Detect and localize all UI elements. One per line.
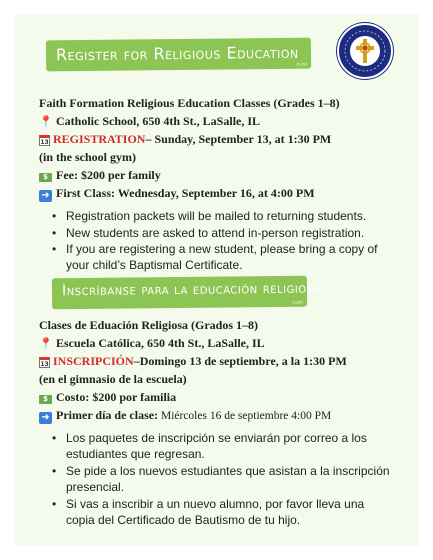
info-bullets — [50, 208, 378, 258]
money-icon: $ — [39, 173, 52, 182]
register-banner-text: Register for Religious Education — [55, 42, 299, 65]
bullet-continuation: copia del Certificado de Bautismo de tu hijo. — [66, 512, 301, 527]
banner-tag: OLPH — [292, 299, 304, 305]
primer-dia-line — [39, 408, 331, 424]
info-bullets-es-2 — [50, 463, 390, 480]
registration-place: (in the school gym) — [39, 150, 136, 164]
list-item: • Los paquetes de inscripción se enviarán por correo a los — [50, 430, 367, 447]
first-class-text: First Class: Wednesday, September 16, at 4:00 PM — [56, 186, 315, 200]
ubicacion-line — [39, 336, 265, 351]
first-class-line — [39, 186, 315, 202]
inscripcion-label: INSCRIPCIÓN — [53, 354, 134, 368]
registration-line — [39, 132, 331, 147]
clases-heading: Clases de Eduación Religiosa (Grados 1–8) — [39, 318, 259, 332]
bullet-continuation: your child’s Baptismal Certificate. — [66, 258, 243, 272]
location-text: Catholic School, 650 4th St., LaSalle, IL — [56, 114, 261, 128]
list-item: • Si vas a inscribir a un nuevo alumno, por favor lleva una — [50, 496, 364, 513]
info-bullets-es — [50, 430, 367, 447]
classes-heading: Faith Formation Religious Education Classes (Grades 1–8) — [39, 96, 340, 110]
pin-icon: 📍 — [39, 115, 53, 128]
calendar-icon: 13 — [39, 135, 50, 146]
inscripcion-place: (en el gimnasio de la escuela) — [39, 372, 187, 386]
ubicacion-text: Escuela Católica, 650 4th St., LaSalle, IL — [56, 336, 265, 350]
inscribanse-banner-text: Inscríbanse para la educación religiosa — [61, 280, 322, 300]
list-item: • Se pide a los nuevos estudiantes que asistan a la inscripción — [50, 463, 390, 480]
location-line — [39, 114, 260, 129]
list-item: • If you are registering a new student, please bring a copy of — [50, 241, 378, 258]
primer-dia-value: Miércoles 16 de septiembre 4:00 PM — [158, 410, 332, 422]
bullet-continuation: estudiantes que regresan. — [66, 446, 205, 461]
fee-text: Fee: $200 per family — [56, 168, 161, 182]
inscripcion-text: –Domingo 13 de septiembre, a la 1:30 PM — [133, 354, 347, 368]
bullet-continuation: presencial. — [66, 479, 125, 494]
seal-graphic — [339, 25, 391, 77]
academy-seal-logo — [337, 23, 393, 79]
costo-line — [39, 390, 176, 405]
arrow-right-icon: ➜ — [39, 412, 52, 424]
costo-text: Costo: $200 por familia — [56, 390, 177, 404]
calendar-icon: 13 — [39, 357, 50, 368]
pin-icon: 📍 — [39, 337, 53, 350]
arrow-right-icon: ➜ — [39, 190, 52, 202]
inscripcion-line — [39, 354, 347, 369]
money-icon: $ — [39, 395, 52, 404]
registration-label: REGISTRATION — [53, 132, 146, 146]
inscribanse-banner — [52, 276, 322, 310]
registration-text: – Sunday, September 13, at 1:30 PM — [145, 132, 332, 146]
info-bullets-es-3 — [50, 496, 364, 513]
list-item: • Registration packets will be mailed to returning students. — [50, 208, 378, 225]
primer-dia-label: Primer día de clase: — [56, 408, 159, 422]
list-item: • New students are asked to attend in-person registration. — [50, 225, 378, 242]
fee-line — [39, 168, 161, 183]
banner-tag: OLPH — [296, 61, 308, 67]
register-banner — [46, 38, 311, 72]
